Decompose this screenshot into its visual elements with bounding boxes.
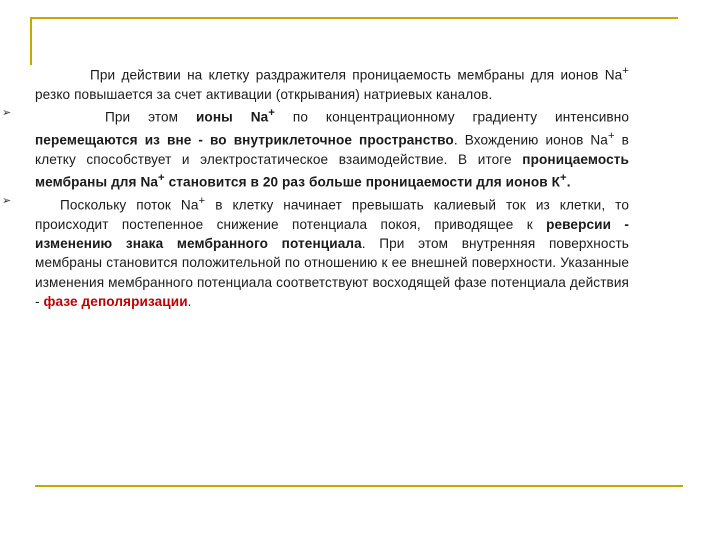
bold-text: становится в 20 раз больше проницаемости для ионов К [164, 174, 560, 190]
frame-top-line [30, 17, 678, 19]
paragraph-2 [2, 104, 629, 192]
paragraph-2-text: в клетку способствует и электростатическое взаимодействие. В итоге [35, 132, 629, 167]
bold-text: перемещаются из вне - во внутриклеточное пространство [35, 132, 454, 148]
superscript: + [622, 65, 629, 77]
bold-text: реверсии - изменению знака мембранного потенциала [35, 216, 629, 252]
paragraph-3-text: Поскольку поток Na [60, 197, 199, 213]
paragraph-3-text: в клетку начинает превышать калиевый ток из клетки, то происходит постепенное снижение потенциала покоя, приводящее к [35, 197, 629, 232]
highlighted-term: фазе деполяризации [43, 293, 188, 309]
paragraph-3-text: . При этом внутренняя поверхность мембраны становится положительной по отношению к ее внешней поверхности. Указанные изменения мембранного потенциала соответствуют восходящей фазе потенциала действия - [35, 236, 629, 309]
bold-text: ионы Na [195, 109, 269, 125]
bold-text: проницаемость мембраны для Na [35, 151, 629, 190]
paragraph-2-text: . Вхождению ионов Na [453, 132, 608, 148]
arrow-bullet-icon: ➢ [2, 194, 12, 207]
superscript: + [607, 129, 615, 142]
bold-text: . [566, 174, 571, 190]
arrow-bullet-icon: ➢ [2, 107, 12, 120]
superscript: + [198, 194, 206, 207]
frame-bottom-line [35, 485, 683, 487]
paragraph-1-text: При действии на клетку раздражителя проницаемость мембраны для ионов Na [90, 67, 623, 83]
paragraph-2-text: При этом [105, 109, 196, 125]
paragraph-2-text: по концентрационному градиенту интенсивно [275, 109, 629, 125]
paragraph-1 [35, 62, 629, 104]
paragraph-3-text: . [187, 293, 192, 309]
superscript: + [268, 107, 276, 120]
paragraph-1-text: резко повышается за счет активации (открывания) натриевых каналов. [35, 86, 493, 102]
paragraph-3 [2, 192, 629, 311]
slide-text-body [2, 62, 629, 311]
frame-left-line [30, 17, 32, 65]
superscript: + [559, 172, 567, 185]
superscript: + [158, 172, 165, 185]
